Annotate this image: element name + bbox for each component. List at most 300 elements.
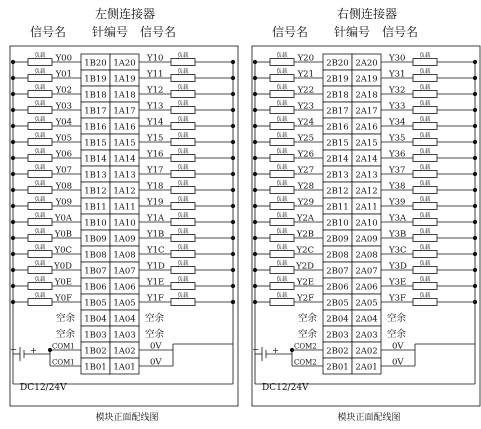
pin-number: 1A17	[113, 106, 136, 117]
signal-name: Y0B	[54, 229, 72, 240]
junction-dot	[48, 348, 52, 352]
pin-number: 1B07	[84, 266, 107, 277]
panel-title: 左侧连接器	[94, 7, 156, 21]
signal-name: Y37	[389, 165, 406, 176]
signal-name: Y20	[297, 53, 314, 64]
pin-number: 1B09	[84, 234, 107, 245]
load-resistor	[28, 235, 52, 242]
load-resistor	[28, 75, 52, 82]
pin-number: 2B12	[326, 186, 349, 197]
pin-number: 2A05	[355, 298, 378, 309]
load-resistor	[413, 171, 437, 178]
spare-label: 空余	[387, 329, 407, 340]
signal-name: Y3D	[389, 261, 407, 272]
load-label: 负载	[419, 69, 431, 75]
load-resistor	[28, 187, 52, 194]
pin-number: 2A14	[355, 154, 378, 165]
load-resistor	[171, 75, 195, 82]
load-label: 负载	[177, 165, 189, 171]
load-resistor	[270, 251, 294, 258]
signal-name: Y30	[389, 53, 406, 64]
load-label: 负载	[34, 165, 46, 171]
load-label: 负载	[419, 293, 431, 299]
pin-number: 2B10	[326, 218, 349, 229]
pin-number: 2B11	[326, 202, 349, 213]
pin-number: 1B03	[84, 330, 107, 341]
panel-title: 右侧连接器	[336, 7, 398, 21]
load-label: 负载	[419, 165, 431, 171]
load-label: 负载	[177, 277, 189, 283]
load-label: 负载	[419, 229, 431, 235]
load-label: 负载	[177, 53, 189, 59]
load-label: 负载	[419, 149, 431, 155]
load-resistor	[270, 283, 294, 290]
load-resistor	[171, 139, 195, 146]
load-resistor	[270, 123, 294, 130]
signal-name: Y35	[389, 133, 406, 144]
signal-name: Y2C	[296, 245, 314, 256]
pin-number: 2A08	[355, 250, 378, 261]
plus-sign: +	[272, 346, 280, 356]
pin-number: 1A15	[113, 138, 136, 149]
signal-name: Y31	[389, 69, 406, 80]
pin-number: 1B04	[84, 314, 107, 325]
load-resistor	[413, 283, 437, 290]
load-label: 负载	[34, 133, 46, 139]
load-resistor	[270, 75, 294, 82]
load-label: 负载	[419, 181, 431, 187]
column-header: 针编号	[91, 25, 129, 39]
load-resistor	[28, 91, 52, 98]
spare-label: 空余	[55, 313, 75, 324]
load-label: 负载	[276, 53, 288, 59]
power-supply-label: DC12/24V	[262, 383, 309, 393]
load-resistor	[270, 155, 294, 162]
load-resistor	[171, 235, 195, 242]
pin-number: 1B02	[84, 346, 107, 357]
pin-number: 2A07	[355, 266, 378, 277]
panel-caption: 模块正面配线图	[95, 413, 159, 423]
pin-number: 1B01	[84, 362, 107, 373]
load-label: 负载	[177, 181, 189, 187]
load-label: 负载	[419, 117, 431, 123]
spare-label: 空余	[297, 313, 317, 324]
column-header: 信号名	[271, 25, 309, 39]
load-label: 负载	[276, 165, 288, 171]
load-label: 负载	[419, 197, 431, 203]
load-resistor	[171, 107, 195, 114]
load-resistor	[28, 203, 52, 210]
load-resistor	[28, 155, 52, 162]
signal-name: Y06	[55, 149, 72, 160]
signal-name: Y2E	[296, 277, 314, 288]
load-label: 负载	[34, 261, 46, 267]
load-resistor	[270, 187, 294, 194]
signal-name: Y08	[55, 181, 72, 192]
pin-number: 2A18	[355, 90, 378, 101]
signal-name: Y28	[297, 181, 314, 192]
pin-number: 1A20	[113, 58, 136, 69]
load-label: 负载	[276, 277, 288, 283]
pin-number: 1B05	[84, 298, 107, 309]
load-resistor	[270, 107, 294, 114]
load-resistor	[28, 251, 52, 258]
load-label: 负载	[419, 213, 431, 219]
load-label: 负载	[34, 117, 46, 123]
load-resistor	[413, 267, 437, 274]
signal-name: Y0F	[55, 293, 72, 304]
signal-name: Y38	[389, 181, 406, 192]
load-resistor	[171, 187, 195, 194]
signal-name: Y15	[147, 133, 164, 144]
signal-name: Y02	[55, 85, 72, 96]
load-resistor	[413, 203, 437, 210]
load-resistor	[171, 155, 195, 162]
pin-number: 2B03	[326, 330, 349, 341]
junction-dot	[231, 300, 235, 304]
load-label: 负载	[276, 117, 288, 123]
load-label: 负载	[34, 69, 46, 75]
signal-name: Y13	[147, 101, 164, 112]
load-resistor	[171, 251, 195, 258]
power-supply-label: DC12/24V	[20, 383, 67, 393]
pin-number: 2B13	[326, 170, 349, 181]
pin-number: 1A03	[113, 330, 136, 341]
pin-number: 1A09	[113, 234, 136, 245]
pin-number: 1A01	[113, 362, 136, 373]
signal-name: Y3E	[389, 277, 407, 288]
load-resistor	[28, 59, 52, 66]
pin-number: 2A11	[355, 202, 378, 213]
load-label: 负载	[177, 117, 189, 123]
load-resistor	[270, 59, 294, 66]
signal-name: Y27	[297, 165, 314, 176]
signal-name: Y25	[297, 133, 314, 144]
zero-volt-label: 0V	[392, 357, 404, 368]
load-label: 负载	[177, 69, 189, 75]
pin-number: 1A04	[113, 314, 136, 325]
load-resistor	[413, 59, 437, 66]
load-resistor	[28, 219, 52, 226]
load-resistor	[270, 139, 294, 146]
load-label: 负载	[276, 149, 288, 155]
load-label: 负载	[34, 213, 46, 219]
load-label: 负载	[419, 53, 431, 59]
load-label: 负载	[177, 261, 189, 267]
pin-number: 1A05	[113, 298, 136, 309]
load-label: 负载	[276, 181, 288, 187]
spare-label: 空余	[145, 329, 165, 340]
zero-volt-label: 0V	[392, 341, 404, 352]
signal-name: Y1A	[147, 213, 165, 224]
load-resistor	[413, 187, 437, 194]
spare-label: 空余	[297, 329, 317, 340]
load-resistor	[28, 267, 52, 274]
load-label: 负载	[419, 277, 431, 283]
load-label: 负载	[419, 261, 431, 267]
signal-name: Y12	[147, 85, 164, 96]
load-label: 负载	[34, 245, 46, 251]
signal-name: Y39	[389, 197, 406, 208]
zero-volt-label: 0V	[150, 357, 162, 368]
signal-name: Y19	[147, 197, 164, 208]
load-resistor	[413, 155, 437, 162]
load-label: 负载	[276, 133, 288, 139]
signal-name: Y1E	[147, 277, 165, 288]
minus-sign: −	[10, 345, 18, 355]
pin-number: 1A02	[113, 346, 136, 357]
signal-name: Y16	[147, 149, 164, 160]
signal-name: Y2D	[296, 261, 314, 272]
pin-number: 2A19	[355, 74, 378, 85]
load-label: 负载	[34, 149, 46, 155]
signal-name: Y26	[297, 149, 314, 160]
load-resistor	[413, 123, 437, 130]
pin-number: 2A01	[355, 362, 378, 373]
panel-caption: 模块正面配线图	[337, 413, 401, 423]
load-resistor	[270, 219, 294, 226]
pin-number: 1B08	[84, 250, 107, 261]
load-resistor	[270, 299, 294, 306]
load-resistor	[28, 107, 52, 114]
signal-name: Y3A	[389, 213, 407, 224]
com-label: COM1	[52, 342, 75, 351]
load-label: 负载	[177, 293, 189, 299]
pin-number: 2B16	[326, 122, 349, 133]
signal-name: Y1C	[147, 245, 165, 256]
signal-name: Y09	[55, 197, 72, 208]
com-label: COM2	[294, 342, 317, 351]
load-resistor	[28, 299, 52, 306]
signal-name: Y32	[389, 85, 406, 96]
pin-number: 2A13	[355, 170, 378, 181]
load-label: 负载	[276, 101, 288, 107]
load-label: 负载	[177, 85, 189, 91]
signal-name: Y3F	[389, 293, 406, 304]
signal-name: Y10	[147, 53, 164, 64]
load-label: 负载	[276, 85, 288, 91]
load-resistor	[413, 235, 437, 242]
pin-number: 1A10	[113, 218, 136, 229]
pin-number: 1B20	[84, 58, 107, 69]
load-label: 负载	[34, 181, 46, 187]
pin-number: 2B08	[326, 250, 349, 261]
pin-number: 1A19	[113, 74, 136, 85]
spare-label: 空余	[387, 313, 407, 324]
signal-name: Y1D	[147, 261, 165, 272]
load-label: 负载	[34, 53, 46, 59]
signal-name: Y18	[147, 181, 164, 192]
pin-number: 2B18	[326, 90, 349, 101]
pin-number: 1B18	[84, 90, 107, 101]
signal-name: Y24	[297, 117, 314, 128]
column-header: 信号名	[29, 25, 67, 39]
left-connector-panel	[10, 6, 238, 423]
column-header: 信号名	[381, 25, 419, 39]
signal-name: Y23	[297, 101, 314, 112]
load-resistor	[28, 139, 52, 146]
load-label: 负载	[276, 197, 288, 203]
pin-number: 2B14	[326, 154, 349, 165]
spare-label: 空余	[145, 313, 165, 324]
pin-number: 2A02	[355, 346, 378, 357]
signal-name: Y3C	[389, 245, 407, 256]
pin-number: 1B16	[84, 122, 107, 133]
load-resistor	[270, 267, 294, 274]
pin-number: 1A07	[113, 266, 136, 277]
pin-number: 2A12	[355, 186, 378, 197]
load-resistor	[171, 203, 195, 210]
load-label: 负载	[34, 277, 46, 283]
load-resistor	[171, 171, 195, 178]
load-resistor	[413, 299, 437, 306]
load-label: 负载	[419, 85, 431, 91]
pin-number: 2B20	[326, 58, 349, 69]
load-resistor	[413, 219, 437, 226]
pin-number: 2B09	[326, 234, 349, 245]
column-header: 针编号	[333, 25, 371, 39]
pin-table	[81, 54, 139, 374]
pin-number: 1A12	[113, 186, 136, 197]
load-resistor	[270, 235, 294, 242]
plus-sign: +	[30, 346, 38, 356]
pin-number: 1B14	[84, 154, 107, 165]
pin-number: 1B17	[84, 106, 107, 117]
load-label: 负载	[177, 229, 189, 235]
pin-number: 1B06	[84, 282, 107, 293]
pin-number: 1A14	[113, 154, 136, 165]
signal-name: Y2B	[296, 229, 314, 240]
signal-name: Y0C	[54, 245, 72, 256]
signal-name: Y03	[55, 101, 72, 112]
load-label: 负载	[177, 133, 189, 139]
pin-number: 2A04	[355, 314, 378, 325]
load-label: 负载	[276, 293, 288, 299]
pin-number: 1A16	[113, 122, 136, 133]
pin-number: 2B17	[326, 106, 349, 117]
pin-number: 2A10	[355, 218, 378, 229]
load-label: 负载	[419, 133, 431, 139]
pin-number: 1A13	[113, 170, 136, 181]
load-label: 负载	[276, 245, 288, 251]
load-label: 负载	[276, 229, 288, 235]
com-label: COM1	[52, 358, 75, 367]
load-resistor	[270, 203, 294, 210]
load-resistor	[413, 139, 437, 146]
load-resistor	[171, 123, 195, 130]
pin-number: 2A16	[355, 122, 378, 133]
load-resistor	[270, 171, 294, 178]
signal-name: Y14	[147, 117, 164, 128]
load-label: 负载	[177, 149, 189, 155]
load-resistor	[413, 91, 437, 98]
junction-dot	[290, 348, 294, 352]
load-label: 负载	[177, 245, 189, 251]
pin-number: 1B10	[84, 218, 107, 229]
pin-number: 2B07	[326, 266, 349, 277]
pin-number: 2A15	[355, 138, 378, 149]
signal-name: Y0D	[54, 261, 72, 272]
junction-dot	[473, 300, 477, 304]
pin-number: 1B12	[84, 186, 107, 197]
load-label: 负载	[34, 293, 46, 299]
pin-number: 2A20	[355, 58, 378, 69]
pin-number: 1B13	[84, 170, 107, 181]
signal-name: Y2A	[296, 213, 314, 224]
signal-name: Y0A	[54, 213, 72, 224]
pin-number: 1A18	[113, 90, 136, 101]
signal-name: Y22	[297, 85, 314, 96]
pin-number: 2B04	[326, 314, 349, 325]
load-resistor	[171, 219, 195, 226]
signal-name: Y36	[389, 149, 406, 160]
signal-name: Y3B	[389, 229, 407, 240]
load-label: 负载	[34, 85, 46, 91]
signal-name: Y1F	[147, 293, 164, 304]
load-resistor	[171, 59, 195, 66]
signal-name: Y05	[55, 133, 72, 144]
load-resistor	[28, 283, 52, 290]
load-label: 负载	[419, 245, 431, 251]
load-label: 负载	[276, 261, 288, 267]
signal-name: Y34	[389, 117, 406, 128]
pin-table	[323, 54, 381, 374]
pin-number: 1B15	[84, 138, 107, 149]
signal-name: Y04	[55, 117, 72, 128]
load-resistor	[28, 123, 52, 130]
signal-name: Y21	[297, 69, 314, 80]
pin-number: 2B06	[326, 282, 349, 293]
pin-number: 1A11	[113, 202, 136, 213]
column-header: 信号名	[139, 25, 177, 39]
spare-label: 空余	[55, 329, 75, 340]
load-label: 负载	[177, 101, 189, 107]
pin-number: 2B19	[326, 74, 349, 85]
signal-name: Y33	[389, 101, 406, 112]
signal-name: Y1B	[147, 229, 165, 240]
signal-name: Y29	[297, 197, 314, 208]
signal-name: Y01	[55, 69, 72, 80]
pin-number: 2B05	[326, 298, 349, 309]
load-resistor	[171, 283, 195, 290]
zero-volt-label: 0V	[150, 341, 162, 352]
pin-number: 2B01	[326, 362, 349, 373]
load-resistor	[28, 171, 52, 178]
signal-name: Y17	[147, 165, 164, 176]
right-connector-panel	[252, 6, 480, 423]
load-label: 负载	[419, 101, 431, 107]
load-resistor	[413, 107, 437, 114]
signal-name: Y0E	[54, 277, 72, 288]
pin-number: 2B15	[326, 138, 349, 149]
pin-number: 2A06	[355, 282, 378, 293]
minus-sign: −	[252, 345, 260, 355]
pin-number: 2A09	[355, 234, 378, 245]
load-label: 负载	[34, 101, 46, 107]
load-resistor	[413, 75, 437, 82]
pin-number: 2B02	[326, 346, 349, 357]
load-label: 负载	[177, 213, 189, 219]
load-label: 负载	[276, 213, 288, 219]
load-label: 负载	[34, 197, 46, 203]
pin-number: 2A03	[355, 330, 378, 341]
load-resistor	[171, 91, 195, 98]
load-label: 负载	[177, 197, 189, 203]
pin-number: 1A08	[113, 250, 136, 261]
signal-name: Y2F	[297, 293, 314, 304]
signal-name: Y11	[147, 69, 164, 80]
pin-number: 1B19	[84, 74, 107, 85]
